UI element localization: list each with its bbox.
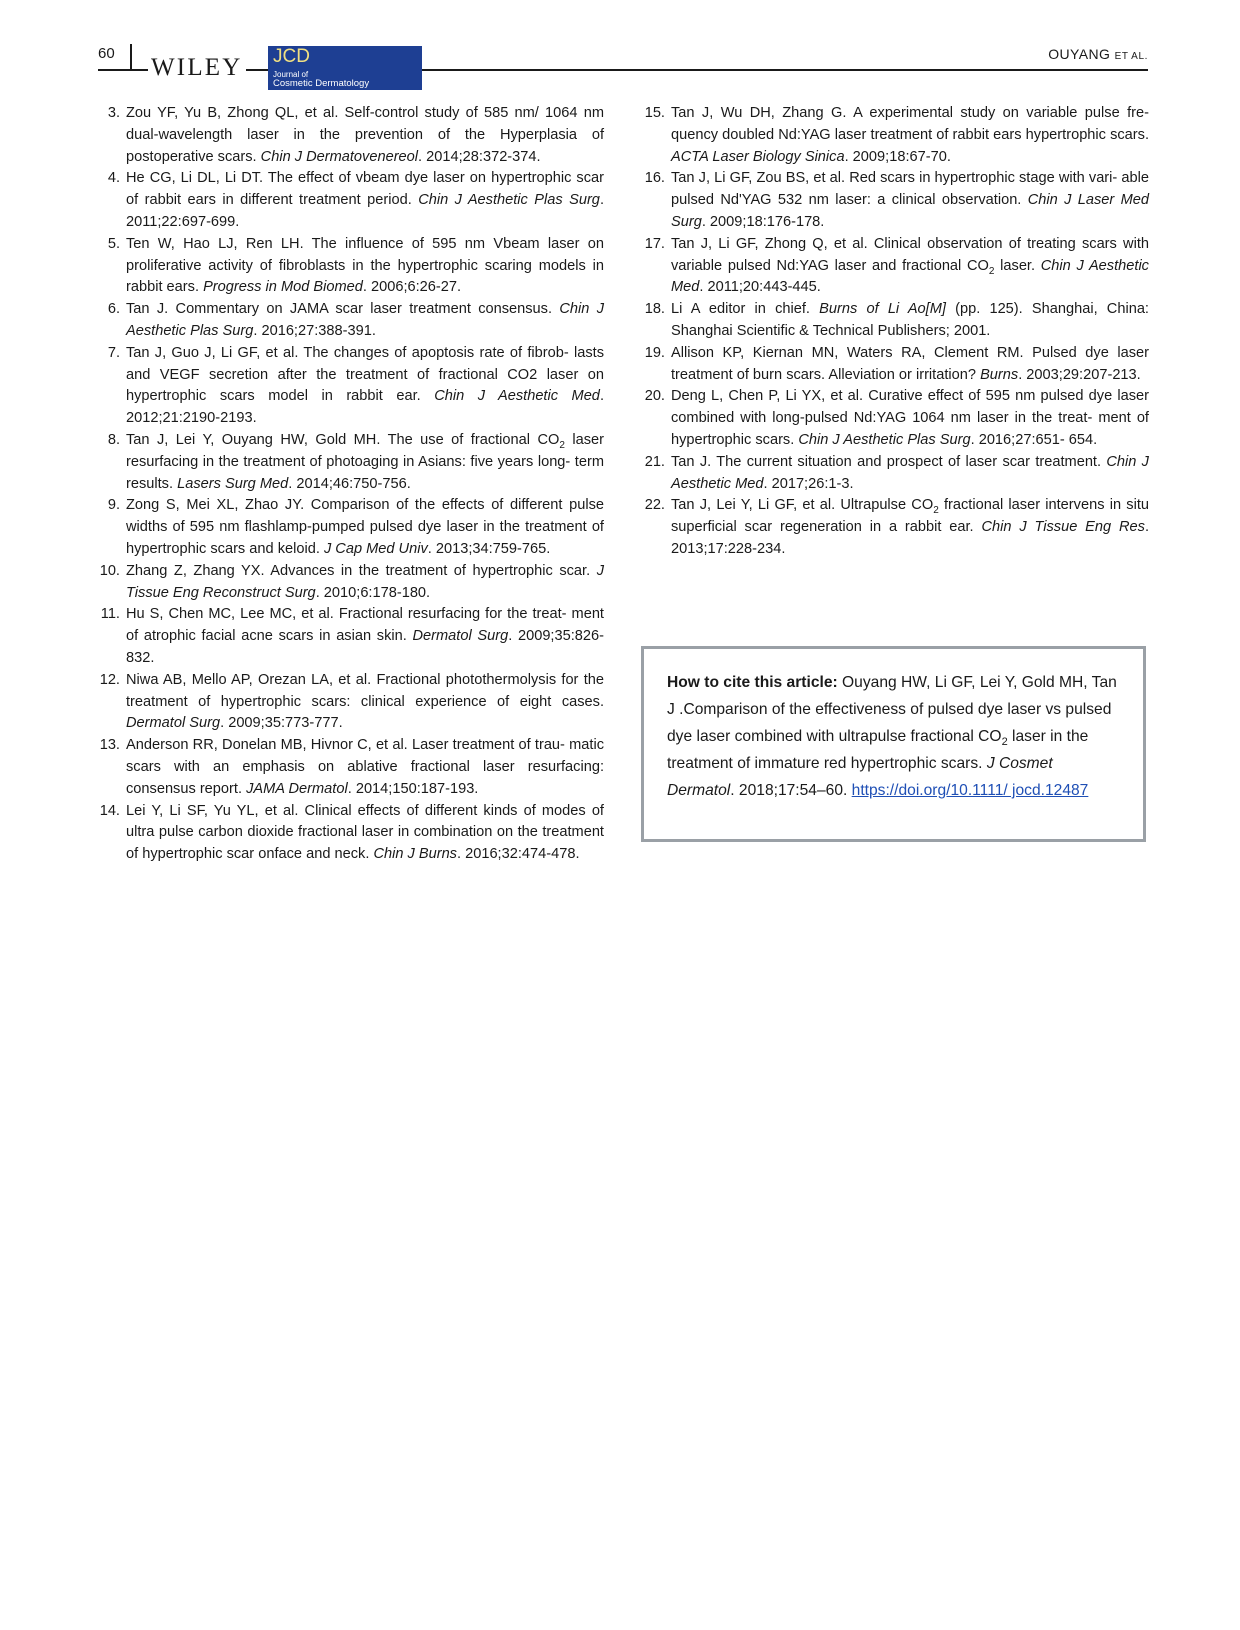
journal-name-line2: Cosmetic Dermatology (273, 78, 370, 89)
reference-journal: Chin J Burns (373, 846, 457, 863)
reference-number: 16. (644, 170, 665, 187)
reference-number: 12. (99, 671, 120, 688)
reference-number: 4. (107, 170, 120, 187)
page-header (0, 0, 1240, 100)
reference-item (641, 103, 1149, 168)
reference-item (96, 735, 604, 800)
citation-subscript: 2 (1001, 736, 1008, 749)
reference-journal: Chin J Laser Med Surg (671, 192, 1149, 230)
reference-number: 14. (99, 802, 120, 819)
reference-text: Zou YF, Yu B, Zhong QL, et al. Self-control study of 585 nm/ 1064 nm dual-wavelength laser in the prevention of the Hyperplasia of postoperative scars. (126, 105, 604, 165)
reference-details: . 2009;18:176-178. (701, 213, 825, 230)
reference-item (96, 343, 604, 430)
page-number: 60 (98, 45, 115, 62)
reference-text: Tan J, Li GF, Zhong Q, et al. Clinical observation of treating scars with variable pulsed Nd:YAG laser and fractional CO (671, 235, 1149, 274)
reference-item (96, 801, 604, 866)
doi-link[interactable]: https://doi.org/10.1111/ jocd.12487 (851, 782, 1089, 799)
citation-text (667, 669, 1122, 804)
reference-number: 9. (107, 497, 120, 514)
reference-item (96, 168, 604, 233)
reference-number: 19. (644, 344, 665, 361)
reference-number: 17. (644, 235, 665, 252)
reference-item (96, 430, 604, 495)
reference-journal: J Cap Med Univ (323, 540, 428, 557)
reference-item (96, 604, 604, 669)
reference-item (641, 234, 1149, 299)
reference-text: Lei Y, Li SF, Yu YL, et al. Clinical effects of different kinds of modes of ultra pulse carbon dioxide fractional laser in combination on the treatment of hypertrophic scar onface and neck. (126, 802, 604, 863)
reference-text: Tan J. Commentary on JAMA scar laser treatment consensus. (126, 301, 553, 318)
reference-details: . 2016;32:474-478. (456, 846, 580, 863)
reference-item (96, 561, 604, 605)
journal-abbr: JCD (273, 46, 310, 67)
reference-journal: Burns (980, 366, 1019, 383)
reference-item (641, 343, 1149, 387)
reference-text: Li A editor in chief. (671, 301, 810, 318)
reference-details: . 2006;6:26-27. (362, 279, 462, 296)
reference-number: 6. (107, 301, 120, 318)
reference-subscript: 2 (933, 505, 939, 517)
reference-details: . 2013;17:228-234. (671, 519, 1149, 557)
reference-item (641, 168, 1149, 233)
reference-details: . 2010;6:178-180. (315, 584, 431, 601)
reference-journal: Chin J Dermatovenereol (260, 148, 419, 165)
reference-journal: J Tissue Eng Reconstruct Surg (126, 562, 604, 601)
reference-list (641, 103, 1149, 561)
reference-item (641, 386, 1149, 451)
running-head-author: OUYANG (1048, 46, 1111, 62)
reference-details: . 2012;21:2190-2193. (126, 388, 604, 427)
running-head (1048, 46, 1148, 62)
reference-number: 7. (107, 344, 120, 361)
reference-text: Tan J, Wu DH, Zhang G. A experimental study on variable pulse fre- quency doubled Nd:YAG laser treatment of rabbit ears hypertrophic scars. (671, 105, 1149, 143)
reference-journal: JAMA Dermatol (246, 780, 348, 797)
reference-text-cont: laser resurfacing in the treatment of photoaging in Asians: five years long- term results. (126, 431, 604, 492)
references-right-column (641, 103, 1149, 561)
header-rule (98, 69, 1148, 71)
reference-journal: Chin J Aesthetic Med (671, 257, 1149, 296)
reference-number: 10. (99, 562, 120, 579)
reference-item (96, 103, 604, 168)
reference-number: 11. (100, 606, 120, 623)
reference-text: Tan J, Guo J, Li GF, et al. The changes of apoptosis rate of fibrob- lasts and VEGF secretion after the treatment of fractional CO2 laser on hypertrophic scars model in rabbit ear. (126, 344, 604, 405)
citation-journal: J Cosmet Dermatol (667, 755, 1053, 799)
reference-item (96, 495, 604, 560)
citation-label: How to cite this article: (667, 674, 838, 691)
reference-text: Niwa AB, Mello AP, Orezan LA, et al. Fractional photothermolysis for the treatment of hypertrophic scars: clinical experience of eight cases. (126, 671, 604, 710)
reference-item (641, 495, 1149, 560)
reference-subscript: 2 (559, 439, 565, 451)
reference-details: . 2009;35:826-832. (126, 628, 604, 666)
reference-details: . 2014;28:372-374. (418, 148, 541, 165)
journal-name-line1: Journal of (273, 70, 309, 79)
reference-subscript: 2 (988, 265, 995, 277)
reference-journal: Lasers Surg Med (177, 475, 289, 492)
reference-text: Tan J, Li GF, Zou BS, et al. Red scars in hypertrophic stage with vari- able pulsed Nd'YAG 532 nm laser: a clinical observation. (671, 170, 1149, 209)
reference-journal: Burns of Li Ao[M] (819, 301, 946, 318)
reference-number: 22. (644, 497, 665, 514)
reference-item (641, 299, 1149, 343)
citation-body-a: Ouyang HW, Li GF, Lei Y, Gold MH, Tan J .Comparison of the effectiveness of pulsed dye laser vs pulsed dye laser combined with ultrapulse fractional CO (667, 674, 1117, 745)
reference-number: 18. (644, 301, 665, 318)
reference-details: . 2016;27:651- 654. (970, 431, 1098, 448)
reference-journal: Chin J Aesthetic Med (671, 453, 1149, 492)
reference-details: (pp. 125). Shanghai, China: Shanghai Scientific & Technical Publishers; 2001. (671, 301, 1149, 339)
reference-details: . 2011;20:443-445. (699, 279, 821, 296)
reference-text: Allison KP, Kiernan MN, Waters RA, Clement RM. Pulsed dye laser treatment of burn scars. Alleviation or irritation? (671, 344, 1149, 383)
reference-number: 13. (99, 737, 120, 754)
reference-text: Hu S, Chen MC, Lee MC, et al. Fractional resurfacing for the treat- ment of atrophic facial acne scars in asian skin. (126, 606, 604, 645)
reference-number: 20. (644, 388, 665, 405)
reference-item (96, 234, 604, 299)
reference-text: Zhang Z, Zhang YX. Advances in the treatment of hypertrophic scar. (126, 562, 591, 579)
publisher-logo: WILEY (148, 54, 246, 82)
running-head-etal: ET AL. (1114, 51, 1148, 62)
reference-text: He CG, Li DL, Li DT. The effect of vbeam dye laser on hypertrophic scar of rabbit ears in different treatment period. (126, 170, 604, 209)
reference-details: . 2014;150:187-193. (347, 780, 479, 797)
reference-journal: Chin J Aesthetic Plas Surg (126, 301, 604, 339)
reference-journal: Chin J Tissue Eng Res (981, 519, 1145, 536)
reference-list (96, 103, 604, 866)
reference-journal: Chin J Aesthetic Plas Surg (798, 431, 971, 448)
reference-text: Tan J, Lei Y, Li GF, et al. Ultrapulse CO (671, 497, 934, 514)
reference-journal: Progress in Mod Biomed (203, 279, 363, 296)
reference-details: . 2009;18:67-70. (844, 148, 951, 165)
citation-details: . 2018;17:54–60. (730, 782, 848, 799)
reference-item (641, 452, 1149, 496)
reference-number: 21. (644, 453, 665, 470)
reference-text-cont: fractional laser intervens in situ superficial scar regeneration in a rabbit ear. (671, 497, 1149, 536)
header-tick (130, 44, 132, 70)
reference-journal: Chin J Aesthetic Med (434, 388, 600, 405)
reference-details: . 2017;26:1-3. (763, 475, 854, 492)
citation-body-b: laser in the treatment of immature red hypertrophic scars. (667, 728, 1089, 772)
reference-number: 5. (107, 235, 120, 252)
reference-item (96, 670, 604, 735)
how-to-cite-box (641, 646, 1146, 842)
reference-journal: Dermatol Surg (412, 628, 509, 645)
reference-text: Zong S, Mei XL, Zhao JY. Comparison of the effects of different pulse widths of 595 nm flashlamp-pumped pulsed dye laser in the treatment of hypertrophic scars and keloid. (126, 497, 604, 557)
reference-journal: ACTA Laser Biology Sinica (671, 148, 845, 165)
reference-details: . 2013;34:759-765. (427, 540, 551, 557)
reference-text: Tan J. The current situation and prospect of laser scar treatment. (671, 453, 1102, 470)
journal-logo (268, 46, 422, 90)
references-left-column (96, 103, 604, 866)
reference-journal: Dermatol Surg (126, 715, 221, 732)
reference-number: 8. (107, 431, 120, 448)
reference-details: . 2011;22:697-699. (126, 192, 604, 230)
reference-details: . 2016;27:388-391. (253, 322, 376, 339)
reference-details: . 2003;29:207-213. (1018, 366, 1141, 383)
reference-details: . 2014;46:750-756. (288, 475, 411, 492)
reference-text-cont: laser. (994, 257, 1036, 274)
reference-text: Deng L, Chen P, Li YX, et al. Curative effect of 595 nm pulsed dye laser combined with long-pulsed Nd:YAG 1064 nm laser in the treat- ment of hypertrophic scars. (671, 388, 1149, 448)
reference-text: Anderson RR, Donelan MB, Hivnor C, et al. Laser treatment of trau- matic scars with an emphasis on ablative fractional laser resurfacing: consensus report. (126, 737, 604, 797)
reference-journal: Chin J Aesthetic Plas Surg (418, 192, 600, 209)
reference-text: Tan J, Lei Y, Ouyang HW, Gold MH. The use of fractional CO (126, 431, 560, 448)
reference-number: 3. (107, 105, 120, 121)
reference-item (96, 299, 604, 343)
reference-text: Ten W, Hao LJ, Ren LH. The influence of 595 nm Vbeam laser on proliferative activity of fibroblasts in the hypertrophic scaring models in rabbit ears. (126, 235, 604, 296)
reference-number: 15. (644, 105, 665, 121)
reference-details: . 2009;35:773-777. (220, 715, 343, 732)
